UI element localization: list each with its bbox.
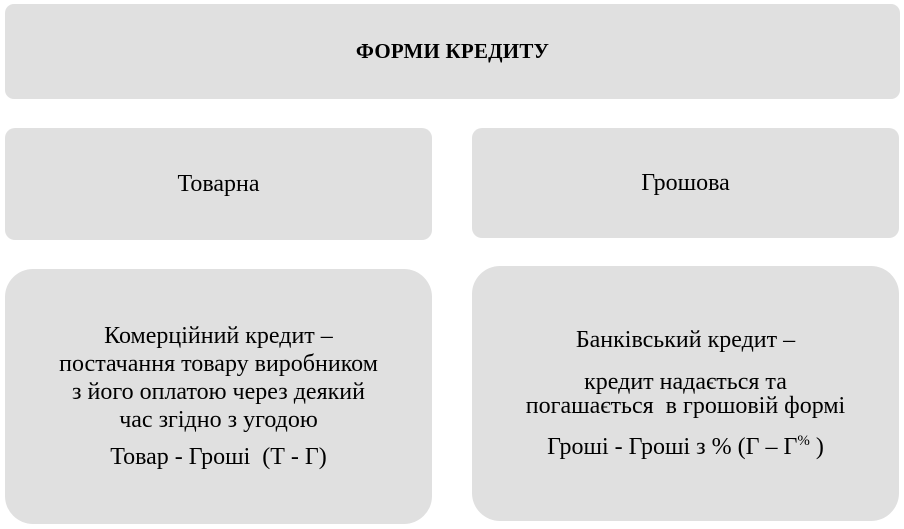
commercial-line: з його оплатою через деякий: [72, 379, 365, 405]
monetary-credit-box: [472, 128, 899, 238]
commercial-line: час згідно з угодою: [119, 407, 318, 433]
monetary-credit-label: Грошова: [641, 169, 730, 196]
commercial-formula: Товар - Гроші (Т - Г): [110, 444, 327, 470]
bank-formula-tail: ): [809, 433, 824, 460]
commodity-credit-box: [5, 128, 432, 240]
bank-line: погашається в грошовій формі: [525, 392, 846, 419]
bank-line: кредит надається та: [584, 368, 787, 395]
commodity-credit-label: Товарна: [177, 170, 260, 197]
bank-credit-heading: Банківський кредит –: [575, 326, 796, 353]
commercial-credit-description: [59, 322, 378, 434]
commercial-line: постачання товару виробником: [59, 351, 378, 377]
bank-formula: [547, 434, 824, 461]
title-box: [5, 4, 900, 99]
bank-formula-percent: %: [797, 432, 810, 449]
commercial-line: Комерційний кредит –: [104, 323, 333, 349]
bank-credit-box: [472, 266, 899, 521]
diagram-title: ФОРМИ КРЕДИТУ: [355, 39, 550, 63]
commercial-credit-box: [5, 269, 432, 524]
bank-formula-main: Гроші - Гроші з % (Г – Г: [547, 433, 798, 460]
bank-credit-description: [526, 370, 845, 418]
